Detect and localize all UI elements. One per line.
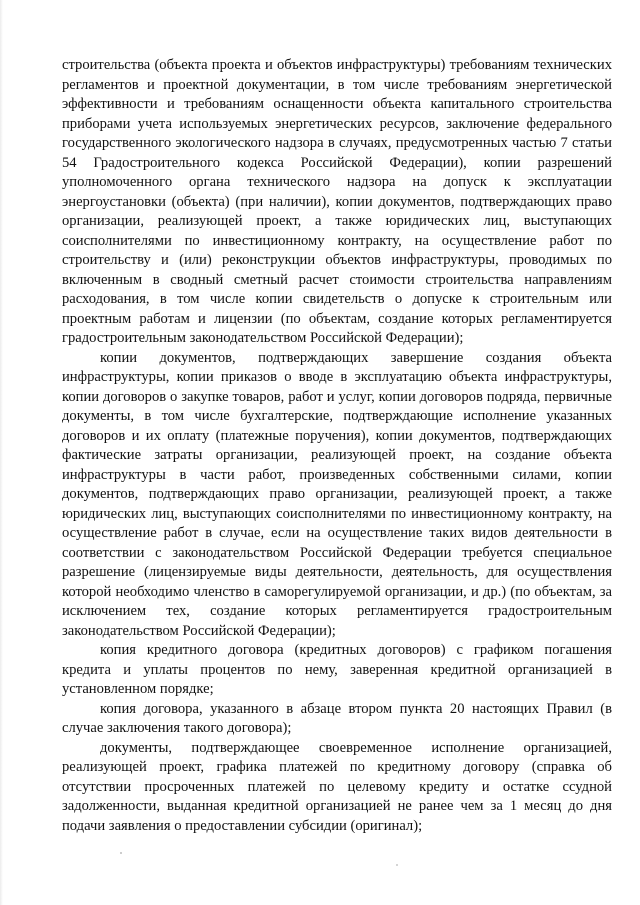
document-body <box>62 56 612 836</box>
paragraph-payment-schedule: документы, подтверждающее своевременное исполнение организацией, реализующей проект, графика платежей по кредитному договору (справка об отсутствии просроченных платежей по целевому кредиту и остатке ссудной задолженности, выданная кредитной организацией не ранее чем за 1 месяц до дня подачи заявления о предоставлении субсидии (оригинал); <box>62 739 612 834</box>
scan-edge-shadow <box>0 0 3 905</box>
paragraph-completion-documents: копии документов, подтверждающих завершение создания объекта инфраструктуры, копии приказов о вводе в эксплуатацию объекта инфраструктуры, копии договоров о закупке товаров, работ и услуг, копии договоров подряда, первичные документы, в том числе бухгалтерские, подтверждающие исполнение указанных договоров и их оплату (платежные поручения), копии документов, подтверждающих фактические затраты организации, реализующей проект, на создание объекта инфраструктуры в части работ, произведенных собственными силами, копии документов, подтверждающих право организации, реализующей проект, а также юридических лиц, выступающих соисполнителями по инвестиционному контракту, на осуществление работ в случае, если на осуществление таких видов деятельности в соответствии с законодательством Российской Федерации требуется специальное разрешение (лицензируемые виды деятельности, деятельность, для осуществления которой необходимо членство в саморегулируемой организации, и др.) (по объектам, за исключением тех, создание которых регламентируется градостроительным законодательством Российской Федерации); <box>62 349 612 639</box>
paragraph-contract-copy: копия договора, указанного в абзаце втором пункта 20 настоящих Правил (в случае заключения такого договора); <box>62 700 612 736</box>
scan-speck <box>396 864 398 866</box>
paragraph-credit-agreement: копия кредитного договора (кредитных договоров) с графиком погашения кредита и уплаты процентов по нему, заверенная кредитной организацией в установленном порядке; <box>62 642 612 697</box>
paragraph-continuation: строительства (объекта проекта и объектов инфраструктуры) требованиям технических регламентов и проектной документации, в том числе требованиям энергетической эффективности и требованиям оснащенности объекта капитального строительства приборами учета используемых энергетических ресурсов, заключение федерального государственного экологического надзора в случаях, предусмотренных частью 7 статьи 54 Градостроительного кодекса Российской Федерации), копии разрешений уполномоченного органа технического надзора на допуск к эксплуатации энергоустановки (объекта) (при наличии), копии документов, подтверждающих право организации, реализующей проект, а также юридических лиц, выступающих соисполнителями по инвестиционному контракту, на осуществление работ по строительству и (или) реконструкции объектов инфраструктуры, проводимых по включенным в сводный сметный расчет стоимости строительства направлениям расходования, в том числе копии свидетельств о допуске к строительным или проектным работам и лицензии (по объектам, создание которых регламентируется градостроительным законодательством Российской Федерации); <box>62 57 612 346</box>
scan-speck <box>120 852 122 854</box>
